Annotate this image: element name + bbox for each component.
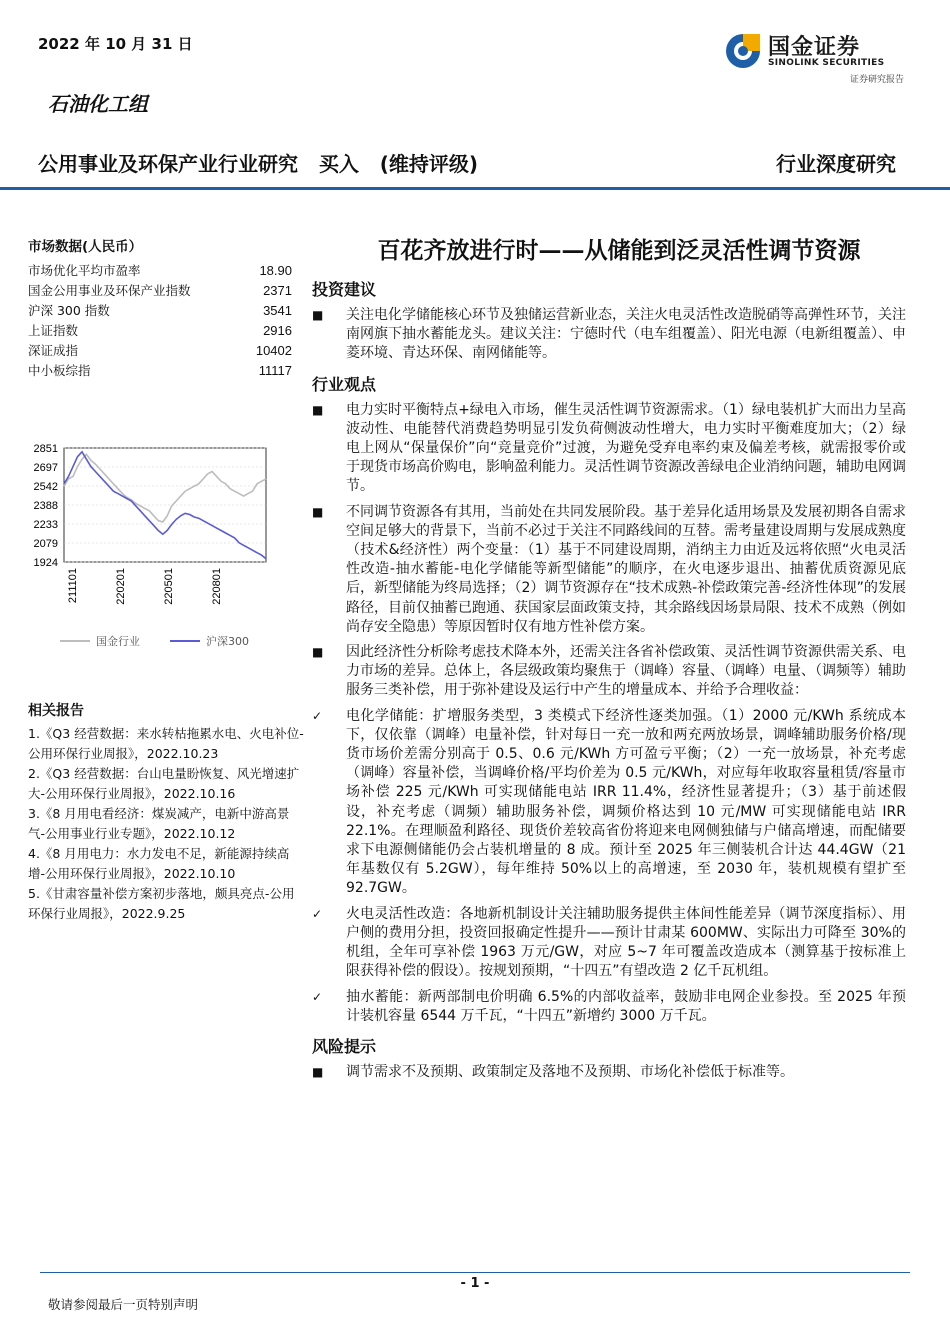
- logo-mark-icon: [724, 32, 762, 70]
- market-label: 沪深 300 指数: [28, 303, 110, 318]
- square-bullet-icon: ■: [312, 504, 324, 519]
- document-title: 百花齐放进行时——从储能到泛灵活性调节资源: [377, 237, 861, 264]
- bullet-text: 调节需求不及预期、政策制定及落地不及预期、市场化补偿低于标准等。: [346, 1063, 794, 1080]
- bullet-item: [312, 643, 906, 701]
- market-row: [28, 281, 298, 301]
- disclaimer-note: 敬请参阅最后一页特别声明: [48, 1297, 199, 1312]
- y-tick-label: 2851: [33, 443, 58, 455]
- market-value: 10402: [255, 343, 292, 358]
- report-date: 2022 年 10 月 31 日: [38, 35, 193, 53]
- bullet-item: [312, 707, 906, 899]
- bullet-text: 抽水蓄能：新两部制电价明确 6.5%的内部收益率，鼓励非电网企业参投。至 2025 年预计装机容量 6544 万千瓦，“十四五”新增约 3000 万千瓦。: [346, 988, 906, 1024]
- related-reports-list: [28, 724, 306, 924]
- footer-divider: [40, 1272, 910, 1273]
- bullet-text: 关注电化学储能核心环节及独储运营新业态，关注火电灵活性改造脱硝等高弹性环节，关注南网旗下抽水蓄能龙头。建议关注：宁德时代（电车组覆盖）、阳光电源（电新组覆盖）、申菱环境、青达环保、南网储能等。: [346, 307, 906, 362]
- check-bullet-icon: ✓: [312, 708, 323, 723]
- bullet-text: 因此经济性分析除考虑技术降本外，还需关注各省补偿政策、灵活性调节资源供需关系、电力市场的差异。总体上，各层级政策均聚焦于（调峰）容量、（调峰）电量、（调频等）辅助服务三类补偿，用于弥补建设及运行中产生的增量成本、并给予合理收益：: [346, 644, 906, 699]
- square-bullet-icon: ■: [312, 402, 324, 417]
- report-category-title: 公用事业及环保产业行业研究 买入 (维持评级): [38, 152, 479, 176]
- bullet-item: [312, 306, 906, 364]
- bullet-text: 电力实时平衡特点+绿电入市场，催生灵活性调节资源需求。（1）绿电装机扩大而出力呈高波动性、电能替代消费趋势明显引发负荷侧波动性增大，电力实时平衡难度加大；（2）绿电上网从“保量保价”向“竞量竞价”过渡，为避免受弃电率约束及偏差考核，就需报零价或于现货市场高价购电，影响盈利能力。灵活性调节资源改善绿电企业消纳问题，辅助电网调节。: [346, 401, 906, 495]
- research-group: 石油化工组: [48, 92, 148, 116]
- market-value: 2371: [263, 283, 292, 298]
- x-tick-label: 220801: [211, 568, 223, 605]
- market-label: 中小板综指: [28, 363, 91, 378]
- page-number: - 1 -: [460, 1276, 490, 1291]
- bullet-item: [312, 905, 906, 982]
- market-row: [28, 301, 298, 321]
- market-row: [28, 341, 298, 361]
- bullet-item: [312, 503, 906, 637]
- bullet-text: 电化学储能：扩增服务类型，3 类模式下经济性逐类加强。（1）2000 元/KWh 系统成本下，仅依靠（调峰）电量补偿，针对每日一充一放和两充两放场景，调峰辅助服务价格/现货市场价差需分别高于 0.5、0.6 元/KWh 方可盈亏平衡；（2）一充一放场景，补充考虑（调峰）容量补偿，当调峰价格/平均价差为 0.5 元/KWh，对应每年收取容量租赁/容量市场补偿 225 元/KWh 可实现储能电站 IRR 11.4%，经济性显著提升；（3）基于前述假设，补充考虑（调频）辅助服务补偿，调频价格达到 10 元/MW 可实现储能电站 IRR 22.1%。在理顺盈利路径、现货价差较高省份将迎来电网侧独储与户储高增速，而配储要求下电源侧储能仍会占装机增量的 8 成。预计至 2025 年三侧装机合计达 44.4GW（21 年基数仅有 5.2GW），每年维持 50%以上的高增速，至 2030 年，装机规模有望扩至 92.7GW。: [346, 707, 906, 897]
- check-bullet-icon: ✓: [312, 906, 323, 921]
- related-report-item: 2.《Q3 经营数据：台山电量盼恢复、风光增速扩大-公用环保行业周报》，2022.10.16: [28, 766, 300, 801]
- section-heading-views: 行业观点: [312, 374, 377, 394]
- y-tick-label: 2697: [33, 462, 58, 474]
- legend-label: 沪深300: [206, 635, 249, 648]
- related-report-item: 4.《8 月用电力：水力发电不足，新能源持续高增-公用环保行业周报》，2022.10.10: [28, 846, 290, 881]
- market-label: 上证指数: [28, 323, 79, 338]
- bullet-text: 不同调节资源各有其用，当前处在共同发展阶段。基于差异化适用场景及发展初期各自需求空间足够大的背景下，当前不必过于关注不同路线间的互替。需考量建设周期与发展成熟度（技术&经济性）两个变量：（1）基于不同建设周期，消纳主力由近及远将依照“火电灵活性改造-抽水蓄能-电化学储能等新型储能”的顺序，在火电逐步退出、抽蓄优质资源见底后，新型储能为终局选择；（2）调节资源存在“技术成熟-补偿政策完善-经济性体现”的发展路径，目前仅抽蓄已跑通、获国家层面政策支持，其余路线因场景局限、技术不成熟（例如尚存安全隐患）等原因暂时仅有地方性补偿方案。: [346, 503, 906, 635]
- report-type: 行业深度研究: [776, 152, 896, 176]
- bullet-item: [312, 1063, 906, 1082]
- related-report-item: 1.《Q3 经营数据：来水转枯拖累水电、火电补位-公用环保行业周报》，2022.10.23: [28, 726, 304, 761]
- series-line: [64, 454, 266, 522]
- market-label: 市场优化平均市盈率: [28, 263, 141, 278]
- y-tick-label: 2388: [33, 500, 58, 512]
- x-tick-label: 220501: [163, 568, 175, 605]
- logo-text-cn: 国金证券: [768, 35, 861, 60]
- y-tick-label: 1924: [33, 557, 58, 569]
- header-divider: [0, 187, 950, 190]
- section-heading-investment: 投资建议: [312, 280, 377, 299]
- market-row: [28, 321, 298, 341]
- market-value: 18.90: [259, 263, 292, 278]
- logo-text-en: SINOLINK SECURITIES: [768, 58, 885, 68]
- bullet-item: [312, 988, 906, 1026]
- market-data-panel: [28, 235, 298, 381]
- check-bullet-icon: ✓: [312, 989, 323, 1004]
- square-bullet-icon: ■: [312, 1064, 324, 1079]
- market-data-heading: 市场数据(人民币）: [28, 239, 143, 255]
- x-tick-label: 211101: [67, 568, 79, 604]
- legend-label: 国金行业: [96, 635, 140, 648]
- market-value: 2916: [263, 323, 292, 338]
- y-tick-label: 2233: [33, 519, 58, 531]
- y-tick-label: 2542: [33, 481, 58, 493]
- market-label: 深证成指: [28, 343, 79, 358]
- market-value: 3541: [263, 303, 292, 318]
- market-label: 国金公用事业及环保产业指数: [28, 283, 191, 298]
- company-logo: [724, 28, 904, 88]
- related-report-item: 5.《甘肃容量补偿方案初步落地，颇具亮点-公用环保行业周报》，2022.9.25: [28, 886, 295, 921]
- square-bullet-icon: ■: [312, 308, 324, 322]
- market-row: [28, 261, 298, 281]
- bullet-item: [312, 401, 906, 497]
- main-content: [312, 232, 906, 1088]
- section-heading-risk: 风险提示: [312, 1036, 377, 1056]
- bullet-text: 火电灵活性改造：各地新机制设计关注辅助服务提供主体间性能差异（调节深度指标）、用户侧的费用分担，投资回报确定性提升——预计甘肃某 600MW、实际出力可降至 30%的机组，全年可享补偿 1963 万元/GW，对应 5~7 年可覆盖改造成本（测算基于按标准上限获得补偿的假设）。按规划预期，“十四五”有望改造 2 亿千瓦机组。: [346, 905, 906, 980]
- market-row: [28, 361, 298, 381]
- x-tick-label: 220201: [115, 568, 127, 605]
- related-report-item: 3.《8 月用电看经济：煤炭减产，电新中游高景气-公用事业行业专题》，2022.10.12: [28, 806, 290, 841]
- market-value: 11117: [258, 363, 292, 378]
- logo-subtitle: 证券研究报告: [849, 75, 904, 85]
- y-tick-label: 2079: [33, 538, 58, 550]
- index-trend-chart: [28, 440, 278, 660]
- related-reports-heading: 相关报告: [28, 703, 84, 719]
- square-bullet-icon: ■: [312, 645, 324, 660]
